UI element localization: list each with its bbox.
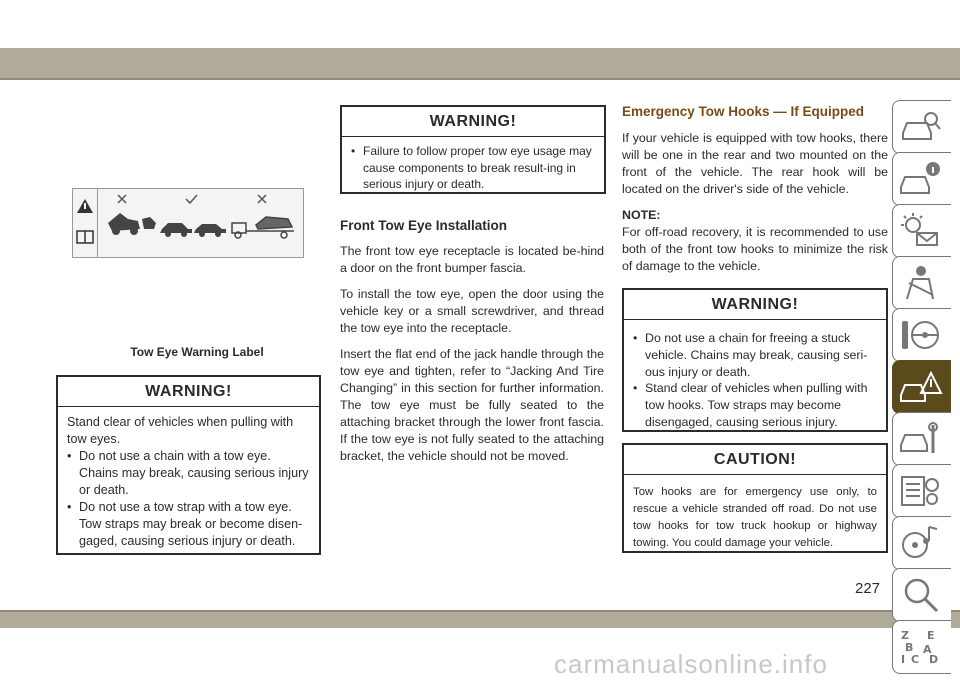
flatbed-drawing [232,217,294,238]
warning-bullet: • Failure to follow proper tow eye usage may cause components to break result-ing in serious injury or death. [351,143,595,193]
tab-specifications[interactable] [892,464,951,518]
top-band [0,48,960,78]
svg-text:E: E [927,629,935,642]
note-label: NOTE: [622,208,661,222]
warning-lights-icon [899,211,943,251]
tab-car-service[interactable] [892,412,951,466]
tow-truck-drawing [108,213,156,235]
svg-text:D: D [929,653,939,666]
paragraph: Insert the flat end of the jack handle through the tow eye and tighten, refer to “Jacking And Tire Changing” in this section for further information. The tow eye must be fully seated to the attaching bracket through the lower front fascia. If the tow eye is not fully seated to the attaching bracket, the vehicle should not be moved. [340,347,604,463]
page-number: 227 [855,580,881,597]
label-caption: Tow Eye Warning Label [130,345,264,359]
x-mark-icon [258,195,266,203]
warning-title: WARNING! [624,290,886,320]
manual-book-icon [77,231,93,243]
tab-emergency[interactable] [892,360,951,414]
svg-text:C: C [911,653,920,666]
top-band-line [0,78,960,80]
tab-index[interactable] [892,620,951,674]
car-service-icon [899,419,943,459]
note-text: For off-road recovery, it is recommended to use both of the front tow hooks to minimize the risk of damage to the vehicle. [622,225,888,273]
car-info-icon [899,159,943,199]
svg-text:Z: Z [901,629,909,642]
warning-triangle-icon [77,199,93,213]
warning-bullet: • Do not use a tow strap with a tow eye. Tow straps may break or become disen-gaged, causing serious injury or death. [67,499,310,550]
section-heading-emergency-tow-hooks: Emergency Tow Hooks — If Equipped [622,104,865,119]
car-search-icon [899,107,943,147]
tab-car-info[interactable] [892,152,951,206]
search-icon [899,575,943,615]
warning-box-tow-eyes [56,375,321,555]
check-mark-icon [186,195,197,203]
tab-search[interactable] [892,568,951,622]
tab-car-search[interactable] [892,100,951,154]
warning-intro: Stand clear of vehicles when pulling with tow eyes. [67,415,294,446]
section-heading-front-tow-eye: Front Tow Eye Installation [340,218,508,233]
label-icon-column [73,189,98,257]
airbag-safety-icon [899,263,943,303]
warning-bullet: • Do not use a chain with a tow eye. Chains may break, causing serious injury or death. [67,448,310,499]
tab-steering-wheel[interactable] [892,308,951,362]
index-icon [899,627,943,667]
x-mark-icon [118,195,126,203]
tab-warning-lights[interactable] [892,204,951,258]
caution-title: CAUTION! [624,445,886,475]
specifications-icon [899,471,943,511]
warning-title: WARNING! [58,377,319,407]
steering-wheel-icon [899,315,943,355]
tow-eye-warning-label-image [72,188,304,258]
warning-box-tow-hooks [622,288,888,432]
paragraph: To install the tow eye, open the door using the vehicle key or a small screwdriver, and thread the tow eye into the receptacle. [340,287,604,335]
paragraph: If your vehicle is equipped with tow hooks, there will be one in the rear and two mounted on the front of the vehicle. The rear hook will be located on the driver's side of the vehicle. [622,131,888,196]
bottom-band [0,612,960,628]
svg-text:I: I [901,653,906,666]
paragraph: The front tow eye receptacle is located be-hind a door on the front bumper fascia. [340,244,604,275]
note [622,207,888,275]
warning-title: WARNING! [342,107,604,137]
warning-bullet: • Stand clear of vehicles when pulling with tow hooks. Tow straps may become disengaged, causing serious injury. [633,380,877,430]
svg-text:A: A [923,643,932,656]
tab-airbag-safety[interactable] [892,256,951,310]
tab-multimedia[interactable] [892,516,951,570]
towed-cars-drawing [160,223,226,237]
warning-bullet: • Do not use a chain for freeing a stuck vehicle. Chains may break, causing seri-ous injury or death. [633,330,877,380]
multimedia-icon [899,523,943,563]
svg-text:B: B [905,641,914,654]
warning-box-tow-eye-usage [340,105,606,194]
caution-text: Tow hooks are for emergency use only, to rescue a vehicle stranded off road. Do not use tow hooks for tow truck hookup or highway towing. You could damage your vehicle. [633,486,877,549]
caution-box [622,443,888,553]
watermark: carmanualsonline.info [554,649,828,679]
emergency-car-icon [899,367,943,407]
